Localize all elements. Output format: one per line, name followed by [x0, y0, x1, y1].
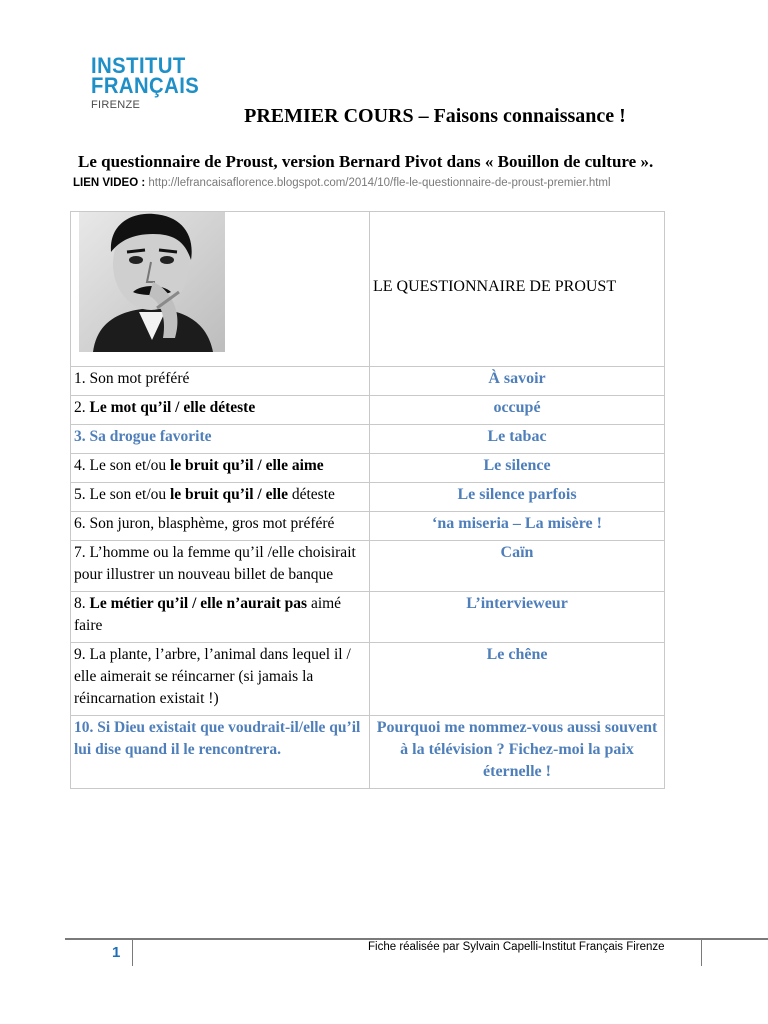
question-number: 2.	[74, 399, 90, 416]
question-cell	[71, 512, 370, 541]
page-title: PREMIER COURS – Faisons connaissance !	[244, 105, 626, 127]
question-text-bold: le bruit qu’il / elle	[170, 486, 288, 503]
answer-cell: Le silence	[370, 454, 665, 483]
table-row	[71, 716, 665, 789]
question-text-tail: déteste	[287, 486, 335, 503]
proust-questionnaire-table	[70, 211, 665, 789]
logo-line-2: FRANÇAIS	[91, 73, 200, 98]
question-text-bold: le bruit qu’il / elle aime	[170, 457, 324, 474]
question-text: 7. L’homme ou la femme qu’il /elle choisirait pour illustrer un nouveau billet de banque	[74, 544, 356, 583]
questionnaire-title: LE QUESTIONNAIRE DE PROUST	[373, 278, 617, 295]
video-url-link[interactable]: http://lefrancaisaflorence.blogspot.com/2014/10/fle-le-questionnaire-de-proust-premier.html	[148, 177, 611, 189]
question-text-bold: Le métier qu’il / elle n’aurait pas	[89, 595, 308, 612]
question-cell	[71, 643, 370, 716]
footer-separator-right	[701, 940, 702, 966]
question-text: 4. Le son et/ou	[74, 457, 170, 474]
question-cell	[71, 541, 370, 592]
answer-cell: Le tabac	[370, 425, 665, 454]
table-row	[71, 396, 665, 425]
question-cell	[71, 454, 370, 483]
portrait-cell	[71, 212, 370, 367]
answer-cell: À savoir	[370, 367, 665, 396]
table-row	[71, 483, 665, 512]
page-number: 1	[112, 944, 121, 961]
question-cell	[71, 592, 370, 643]
question-text: 1. Son mot préféré	[74, 370, 190, 387]
table-row	[71, 425, 665, 454]
table-row	[71, 592, 665, 643]
question-cell	[71, 396, 370, 425]
question-number: 8.	[74, 595, 90, 612]
answer-cell: ‘na miseria – La misère !	[370, 512, 665, 541]
footer-credit: Fiche réalisée par Sylvain Capelli-Institut Français Firenze	[368, 941, 665, 953]
question-text: 9. La plante, l’arbre, l’animal dans lequel il / elle aimerait se réincarner (si jamais la réincarnation existait !)	[74, 646, 351, 707]
page-subtitle: Le questionnaire de Proust, version Bernard Pivot dans « Bouillon de culture ».	[78, 152, 654, 171]
answer-cell: Caïn	[370, 541, 665, 592]
question-text-tail: aimé faire	[74, 595, 342, 634]
question-text-bold: Le mot qu’il / elle déteste	[89, 399, 256, 416]
table-row	[71, 454, 665, 483]
table-row	[71, 512, 665, 541]
question-text: 6. Son juron, blasphème, gros mot préféré	[74, 515, 335, 532]
answer-cell: occupé	[370, 396, 665, 425]
question-cell	[71, 425, 370, 454]
logo-line-1: INSTITUT	[91, 53, 186, 78]
table-header-row	[71, 212, 665, 367]
logo-city: FIRENZE	[91, 99, 141, 111]
institut-francais-logo	[91, 53, 201, 111]
question-cell	[71, 716, 370, 789]
footer-divider	[65, 938, 768, 940]
answer-cell: Pourquoi me nommez-vous aussi souvent à la télévision ? Fichez-moi la paix éternelle !	[370, 716, 665, 789]
answer-cell: Le silence parfois	[370, 483, 665, 512]
table-row	[71, 367, 665, 396]
video-label: LIEN VIDEO :	[73, 177, 146, 189]
question-text: 3. Sa drogue favorite	[74, 428, 212, 445]
answer-cell: Le chêne	[370, 643, 665, 716]
question-text: 5. Le son et/ou	[74, 486, 170, 503]
question-cell	[71, 483, 370, 512]
question-cell	[71, 367, 370, 396]
footer-separator-left	[132, 940, 133, 966]
table-row	[71, 643, 665, 716]
video-link-line	[73, 177, 611, 189]
answer-cell: L’intervieweur	[370, 592, 665, 643]
question-text: 10. Si Dieu existait que voudrait-il/elle qu’il lui dise quand il le rencontrera.	[74, 719, 361, 758]
questionnaire-title-cell	[370, 212, 665, 367]
table-row	[71, 541, 665, 592]
proust-portrait-image	[79, 212, 225, 352]
